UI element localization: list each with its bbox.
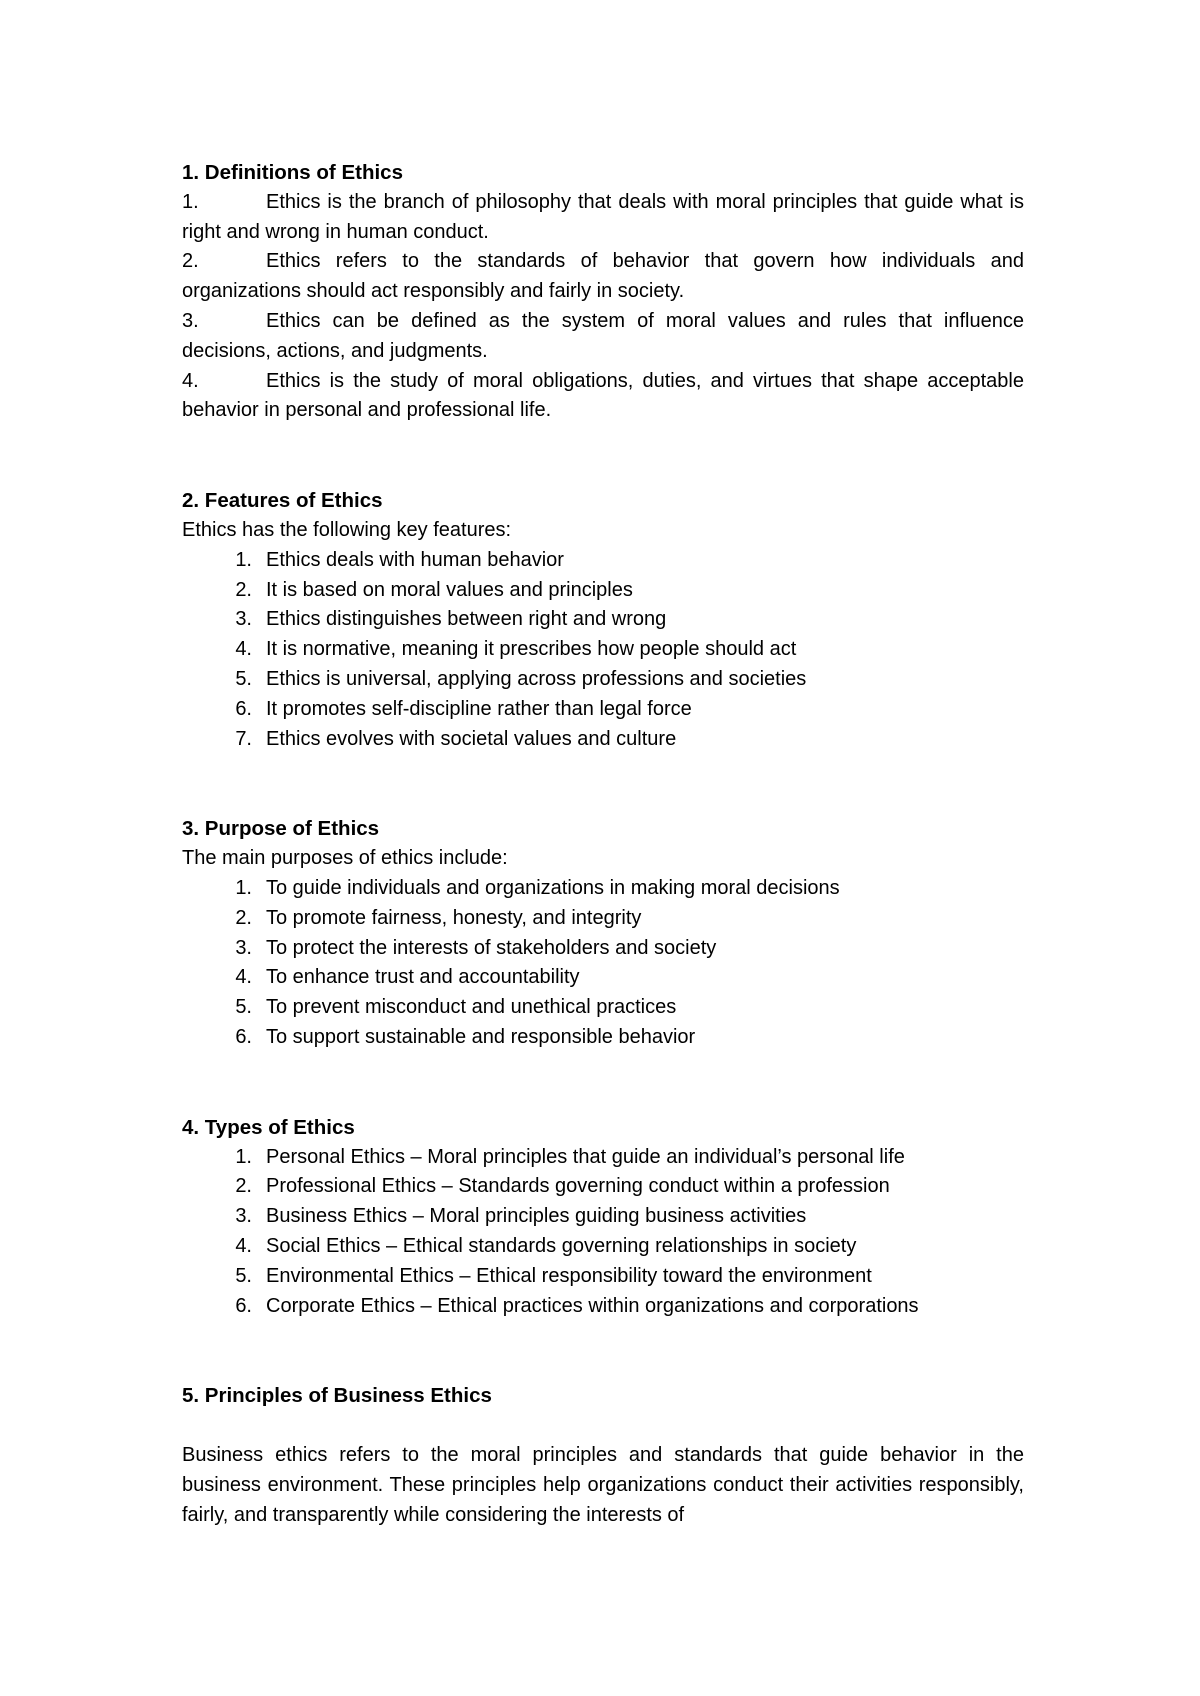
list-item	[182, 934, 1024, 964]
list-text: Business Ethics – Moral principles guiding business activities	[266, 1205, 807, 1228]
list-item	[182, 1292, 1024, 1322]
purpose-section	[182, 814, 1024, 1052]
list-number: 4.	[235, 1234, 252, 1257]
features-intro: Ethics has the following key features:	[182, 518, 512, 541]
list-item	[182, 1202, 1024, 1232]
paragraph-spacer	[182, 1411, 1024, 1441]
section-spacer	[182, 426, 1024, 486]
list-item	[182, 695, 1024, 725]
features-heading: 2. Features of Ethics	[182, 489, 383, 513]
types-heading: 4. Types of Ethics	[182, 1115, 355, 1139]
list-number: 1.	[235, 548, 252, 571]
list-item	[182, 576, 1024, 606]
types-list	[182, 1143, 1024, 1322]
definition-item	[182, 188, 1024, 248]
list-text: To protect the interests of stakeholders and society	[266, 936, 717, 959]
list-number: 5.	[235, 1264, 252, 1287]
list-number: 1.	[235, 876, 252, 899]
list-text: To guide individuals and organizations in making moral decisions	[266, 876, 840, 899]
definition-number: 2.	[182, 250, 199, 273]
types-section	[182, 1113, 1024, 1322]
definition-item	[182, 247, 1024, 307]
list-item	[182, 904, 1024, 934]
list-number: 4.	[235, 638, 252, 661]
list-item	[182, 605, 1024, 635]
list-number: 3.	[235, 936, 252, 959]
list-item	[182, 963, 1024, 993]
definitions-list	[182, 188, 1024, 426]
list-text: To support sustainable and responsible behavior	[266, 1025, 696, 1048]
list-item	[182, 1143, 1024, 1173]
definition-text: Ethics is the branch of philosophy that deals with moral principles that guide what is right and wrong in human conduct.	[182, 190, 1024, 243]
principles-paragraph: Business ethics refers to the moral principles and standards that guide behavior in the business environment. These principles help organizations conduct their activities responsibly, fairly, and transparently while considering the interests of	[182, 1444, 1024, 1526]
definition-number: 4.	[182, 369, 199, 392]
list-item	[182, 1023, 1024, 1053]
list-item	[182, 874, 1024, 904]
features-section	[182, 486, 1024, 754]
list-item	[182, 1262, 1024, 1292]
definition-text: Ethics can be defined as the system of moral values and rules that influence decisions, actions, and judgments.	[182, 309, 1024, 362]
list-text: Corporate Ethics – Ethical practices within organizations and corporations	[266, 1294, 919, 1317]
list-number: 2.	[235, 906, 252, 929]
purpose-intro: The main purposes of ethics include:	[182, 847, 508, 870]
list-number: 5.	[235, 996, 252, 1019]
list-number: 7.	[235, 727, 252, 750]
definition-number: 1.	[182, 190, 199, 213]
definition-text: Ethics refers to the standards of behavior that govern how individuals and organizations should act responsibly and fairly in society.	[182, 250, 1024, 303]
list-number: 3.	[235, 608, 252, 631]
list-item	[182, 1232, 1024, 1262]
list-item	[182, 993, 1024, 1023]
list-text: To promote fairness, honesty, and integrity	[266, 906, 642, 929]
definitions-section	[182, 158, 1024, 426]
list-text: It is normative, meaning it prescribes how people should act	[266, 638, 797, 661]
list-text: It promotes self-discipline rather than legal force	[266, 697, 692, 720]
list-text: To prevent misconduct and unethical practices	[266, 996, 677, 1019]
list-item	[182, 635, 1024, 665]
list-item	[182, 725, 1024, 755]
list-number: 1.	[235, 1145, 252, 1168]
list-number: 3.	[235, 1205, 252, 1228]
list-number: 4.	[235, 966, 252, 989]
purpose-heading: 3. Purpose of Ethics	[182, 817, 380, 841]
definition-item	[182, 367, 1024, 427]
list-number: 6.	[235, 697, 252, 720]
list-number: 2.	[235, 578, 252, 601]
list-item	[182, 546, 1024, 576]
definition-item	[182, 307, 1024, 367]
list-text: Ethics evolves with societal values and culture	[266, 727, 677, 750]
definition-text: Ethics is the study of moral obligations, duties, and virtues that shape acceptable behavior in personal and professional life.	[182, 369, 1024, 422]
list-number: 2.	[235, 1175, 252, 1198]
list-item	[182, 665, 1024, 695]
list-item	[182, 1172, 1024, 1202]
principles-heading: 5. Principles of Business Ethics	[182, 1384, 492, 1408]
definitions-heading: 1. Definitions of Ethics	[182, 161, 403, 184]
section-spacer	[182, 754, 1024, 814]
list-text: Personal Ethics – Moral principles that guide an individual’s personal life	[266, 1145, 905, 1168]
list-text: Professional Ethics – Standards governing conduct within a profession	[266, 1175, 890, 1198]
list-text: Social Ethics – Ethical standards governing relationships in society	[266, 1234, 857, 1257]
principles-section	[182, 1381, 1024, 1530]
purpose-list	[182, 874, 1024, 1053]
list-text: To enhance trust and accountability	[266, 966, 580, 989]
list-text: Ethics distinguishes between right and wrong	[266, 608, 667, 631]
list-text: Ethics deals with human behavior	[266, 548, 564, 571]
list-text: Environmental Ethics – Ethical responsibility toward the environment	[266, 1264, 872, 1287]
document-body	[182, 158, 1024, 1530]
section-spacer	[182, 1053, 1024, 1113]
section-spacer	[182, 1321, 1024, 1381]
list-number: 6.	[235, 1025, 252, 1048]
list-number: 6.	[235, 1294, 252, 1317]
features-list	[182, 546, 1024, 755]
list-number: 5.	[235, 667, 252, 690]
list-text: It is based on moral values and principles	[266, 578, 633, 601]
definition-number: 3.	[182, 309, 199, 332]
list-text: Ethics is universal, applying across professions and societies	[266, 667, 807, 690]
